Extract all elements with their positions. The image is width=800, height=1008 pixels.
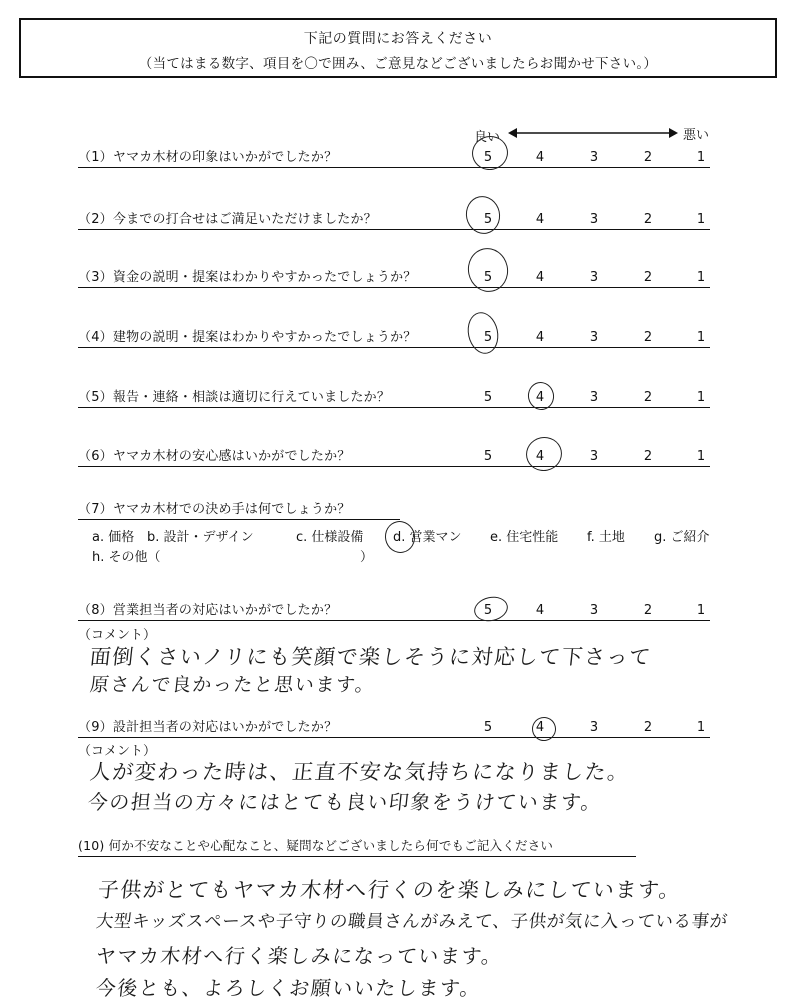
q7-question xyxy=(78,497,400,520)
q6-question-text: （6）ヤマカ木材の安心感はいかがでしたか？ xyxy=(78,449,351,464)
option-c[interactable]: c. 仕様設備 xyxy=(296,530,364,545)
q3-question-text: （3）資金の説明・提案はわかりやすかったでしょうか？ xyxy=(78,270,417,285)
q3-rating-1[interactable]: 1 xyxy=(696,270,706,285)
q9-rating-3[interactable]: 3 xyxy=(589,720,599,735)
q1-rating-5[interactable]: 5 xyxy=(483,150,493,165)
q2-rating-5[interactable]: 5 xyxy=(483,212,493,227)
q10-question-text: (10) 何か不安なことや心配なこと、疑問などございましたら何でもご記入ください xyxy=(78,838,554,853)
q10-answer-line-1: 子供がとてもヤマカ木材へ行くのを楽しみにしています。 xyxy=(96,878,683,902)
q8-rating-5[interactable]: 5 xyxy=(483,603,493,618)
q1-question xyxy=(78,145,710,168)
q9-rating-5[interactable]: 5 xyxy=(483,720,493,735)
q10-answer-line-3: ヤマカ木材へ行く楽しみになっています。 xyxy=(94,944,505,968)
q9-comment-line-1: 人が変わった時は、正直不安な気持ちになりました。 xyxy=(88,760,631,784)
q2-question xyxy=(78,207,710,230)
q7-question-text: （7）ヤマカ木材での決め手は何でしょうか？ xyxy=(78,502,351,517)
q3-rating-4[interactable]: 4 xyxy=(535,270,545,285)
q9-comment-label: （コメント） xyxy=(78,744,157,759)
selection-circle-q6 xyxy=(523,434,565,475)
q6-rating-4[interactable]: 4 xyxy=(535,449,545,464)
q1-rating-2[interactable]: 2 xyxy=(643,150,653,165)
q6-rating-2[interactable]: 2 xyxy=(643,449,653,464)
option-e[interactable]: e. 住宅性能 xyxy=(490,530,559,545)
q5-question-text: （5）報告・連絡・相談は適切に行えていましたか？ xyxy=(78,390,391,405)
q9-question-text: （9）設計担当者の対応はいかがでしたか？ xyxy=(78,720,338,735)
q8-question xyxy=(78,598,710,621)
q5-rating-4[interactable]: 4 xyxy=(535,390,545,405)
q3-question xyxy=(78,265,710,288)
q8-question-text: （8）営業担当者の対応はいかがでしたか？ xyxy=(78,603,338,618)
scale-bad-label: 悪い xyxy=(683,128,710,143)
q1-question-text: （1）ヤマカ木材の印象はいかがでしたか？ xyxy=(78,150,338,165)
instructions-box xyxy=(19,18,777,78)
q5-rating-3[interactable]: 3 xyxy=(589,390,599,405)
q8-rating-2[interactable]: 2 xyxy=(643,603,653,618)
q1-rating-3[interactable]: 3 xyxy=(589,150,599,165)
option-h[interactable]: h. その他（ xyxy=(92,550,161,565)
q4-rating-5[interactable]: 5 xyxy=(483,330,493,345)
q4-rating-1[interactable]: 1 xyxy=(696,330,706,345)
q5-rating-2[interactable]: 2 xyxy=(643,390,653,405)
q9-question xyxy=(78,715,710,738)
q8-rating-1[interactable]: 1 xyxy=(696,603,706,618)
q4-rating-4[interactable]: 4 xyxy=(535,330,545,345)
q10-answer-line-4: 今後とも、よろしくお願いいたします。 xyxy=(94,976,483,1000)
q2-rating-2[interactable]: 2 xyxy=(643,212,653,227)
selection-circle-q7 xyxy=(382,518,418,556)
q8-comment-line-2: 原さんで良かったと思います。 xyxy=(88,674,377,696)
q2-rating-1[interactable]: 1 xyxy=(696,212,706,227)
q10-question xyxy=(78,836,636,857)
scale-arrow-icon xyxy=(508,126,678,140)
scale-good-label: 良い xyxy=(474,130,501,145)
q5-question xyxy=(78,385,710,408)
instructions-title: 下記の質問にお答えください xyxy=(303,31,493,47)
option-h-close: ） xyxy=(360,550,374,565)
q2-rating-3[interactable]: 3 xyxy=(589,212,599,227)
q6-question xyxy=(78,444,710,467)
q4-rating-2[interactable]: 2 xyxy=(643,330,653,345)
instructions-subtitle: （当てはまる数字、項目を〇で囲み、ご意見などございましたらお聞かせ下さい。） xyxy=(138,56,658,72)
selection-circle-q2 xyxy=(462,193,503,237)
q2-rating-4[interactable]: 4 xyxy=(535,212,545,227)
option-b[interactable]: b. 設計・デザイン xyxy=(147,530,254,545)
q8-comment-line-1: 面倒くさいノリにも笑顔で楽しそうに対応して下さって xyxy=(88,645,653,669)
q10-answer-line-2: 大型キッズスペースや子守りの職員さんがみえて、子供が気に入っている事が xyxy=(94,912,729,932)
q8-comment-label: （コメント） xyxy=(78,628,157,643)
q9-rating-4[interactable]: 4 xyxy=(535,720,545,735)
q6-rating-5[interactable]: 5 xyxy=(483,449,493,464)
option-d[interactable]: d. 営業マン xyxy=(393,530,462,545)
option-g[interactable]: g. ご紹介 xyxy=(654,530,710,545)
q3-rating-3[interactable]: 3 xyxy=(589,270,599,285)
q1-rating-1[interactable]: 1 xyxy=(696,150,706,165)
q4-rating-3[interactable]: 3 xyxy=(589,330,599,345)
q4-question xyxy=(78,325,710,348)
q9-rating-2[interactable]: 2 xyxy=(643,720,653,735)
q8-rating-3[interactable]: 3 xyxy=(589,603,599,618)
q9-rating-1[interactable]: 1 xyxy=(696,720,706,735)
option-a[interactable]: a. 価格 xyxy=(92,530,135,545)
option-f[interactable]: f. 土地 xyxy=(587,530,625,545)
q9-comment-line-2: 今の担当の方々にはとても良い印象をうけています。 xyxy=(86,790,604,814)
q8-rating-4[interactable]: 4 xyxy=(535,603,545,618)
q1-rating-4[interactable]: 4 xyxy=(535,150,545,165)
q4-question-text: （4）建物の説明・提案はわかりやすかったでしょうか？ xyxy=(78,330,417,345)
q6-rating-3[interactable]: 3 xyxy=(589,449,599,464)
q3-rating-5[interactable]: 5 xyxy=(483,270,493,285)
selection-circle-q4 xyxy=(464,309,502,356)
q5-rating-1[interactable]: 1 xyxy=(696,390,706,405)
q5-rating-5[interactable]: 5 xyxy=(483,390,493,405)
q3-rating-2[interactable]: 2 xyxy=(643,270,653,285)
q2-question-text: （2）今までの打合せはご満足いただけましたか？ xyxy=(78,212,377,227)
q6-rating-1[interactable]: 1 xyxy=(696,449,706,464)
